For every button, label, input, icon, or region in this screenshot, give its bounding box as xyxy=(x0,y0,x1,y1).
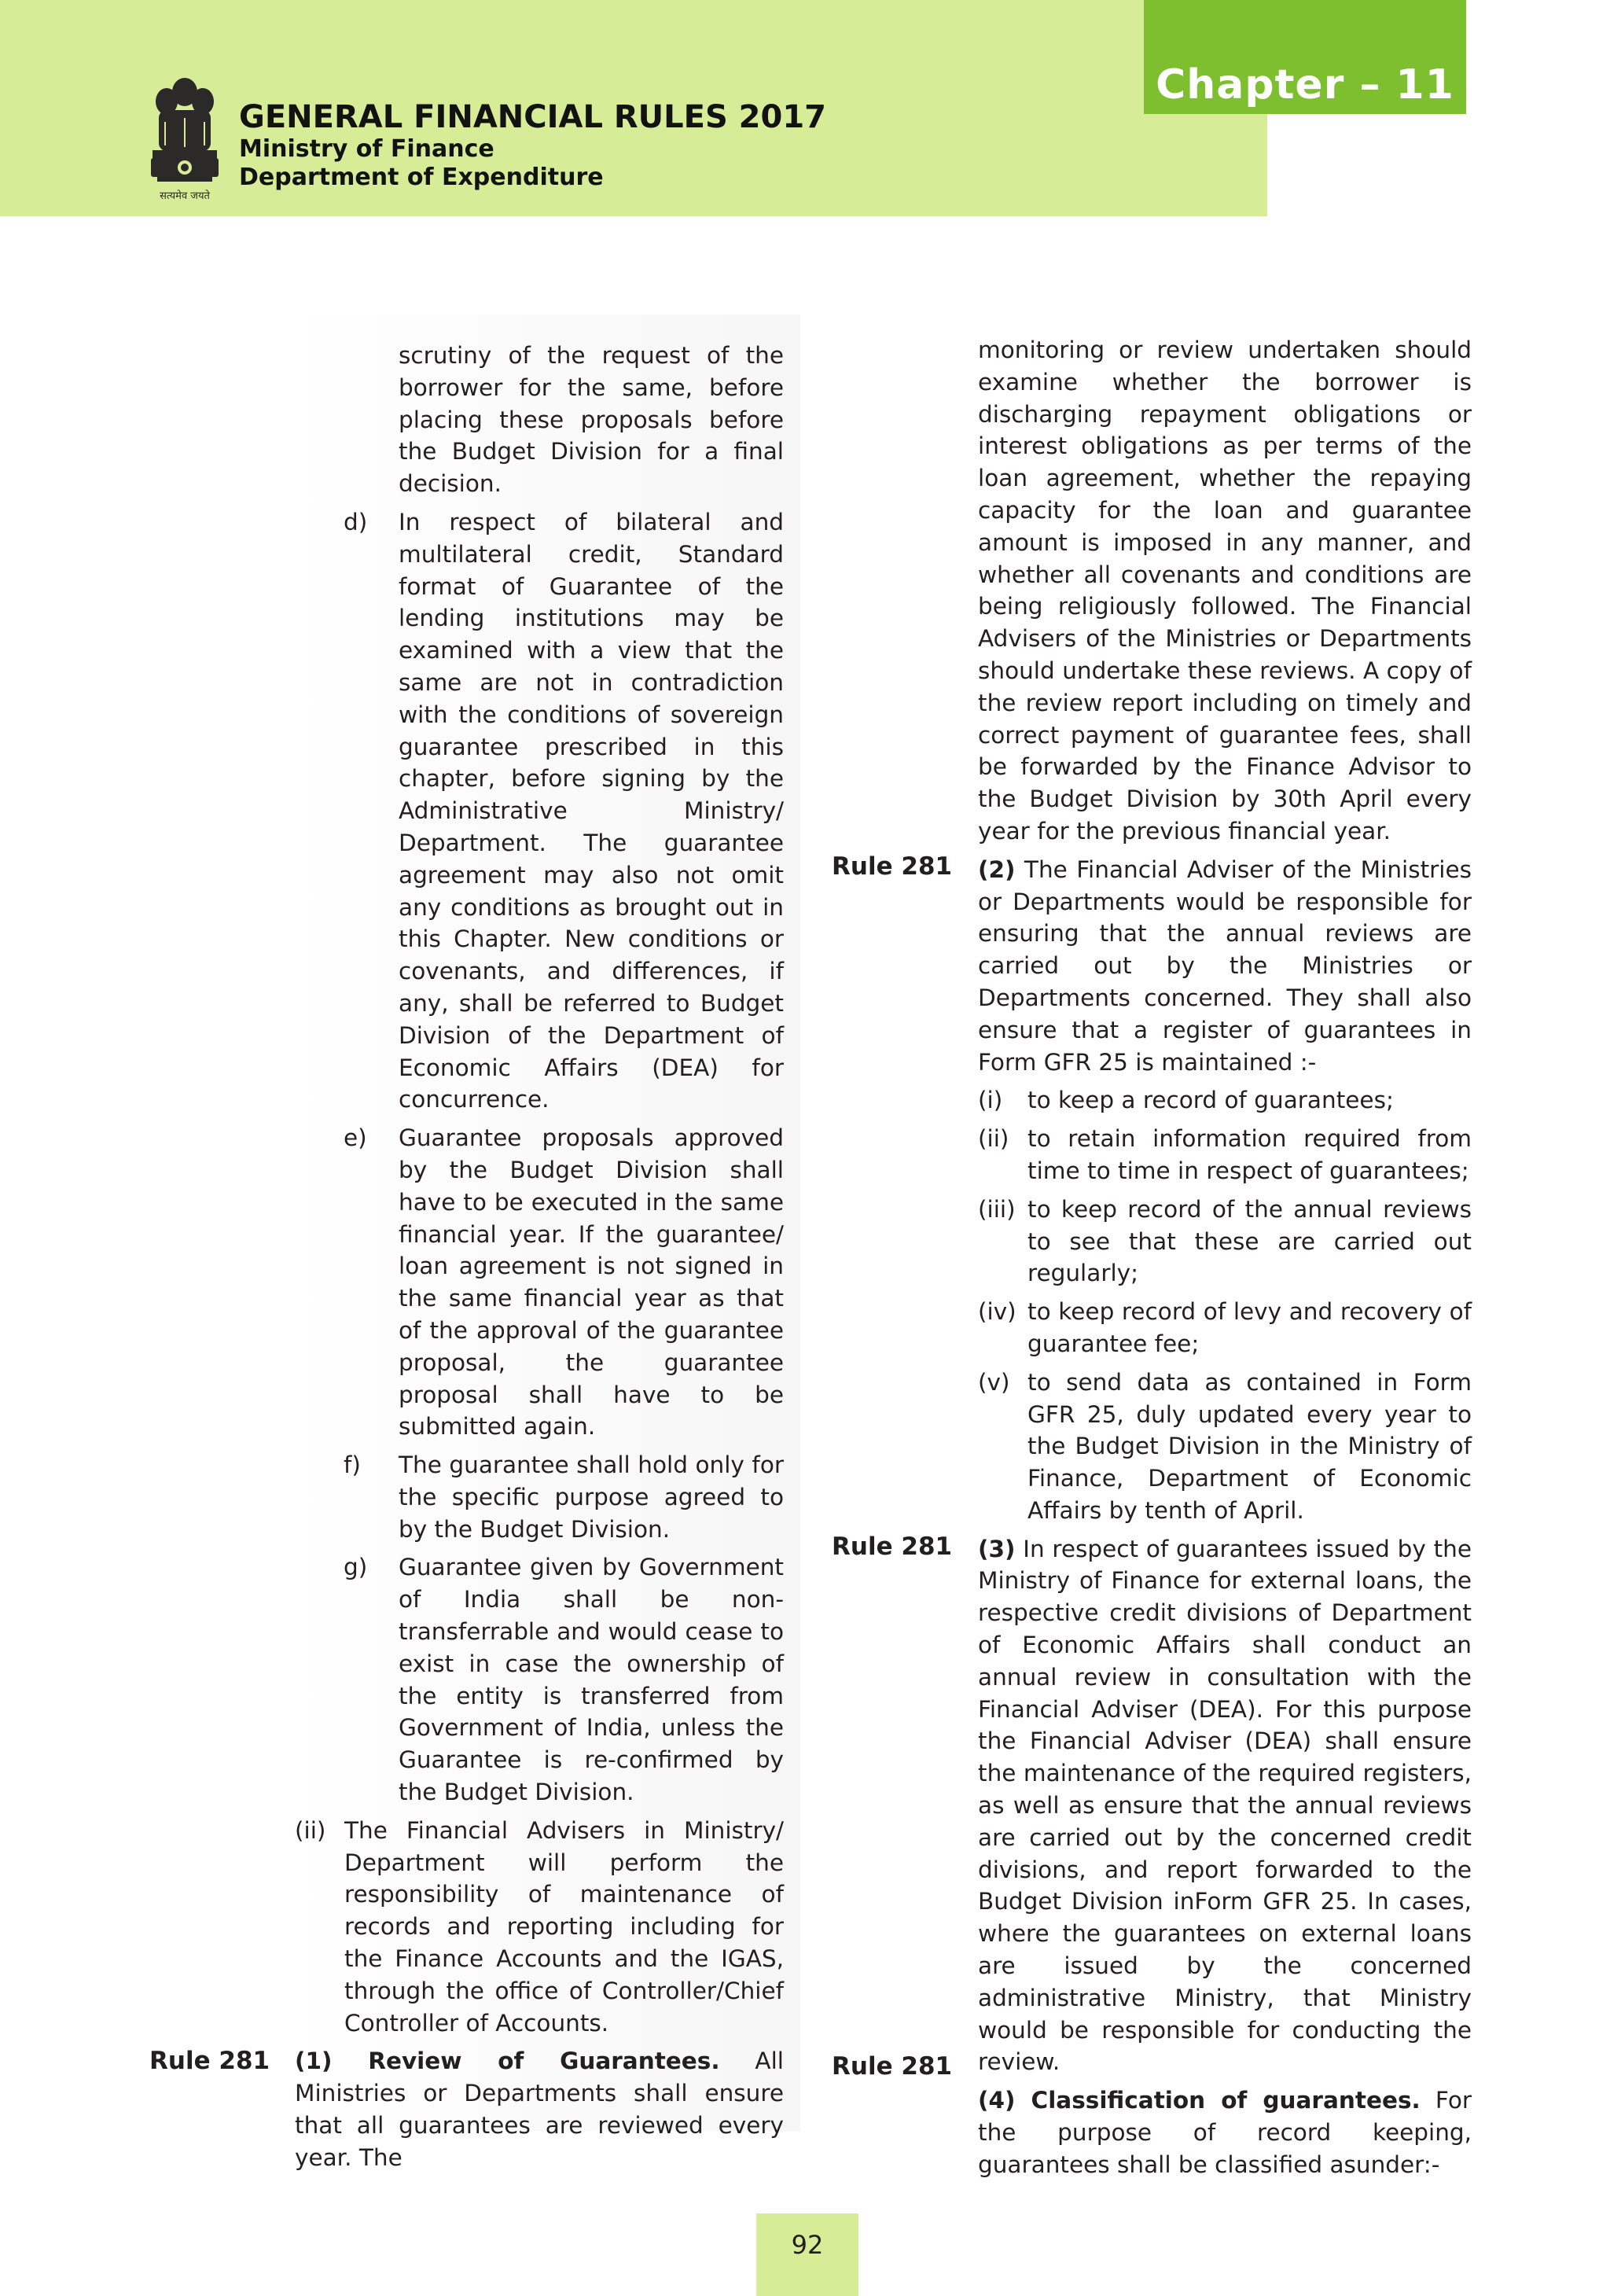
clause-marker: e) xyxy=(344,1124,367,1152)
rule-281-2 xyxy=(978,854,1472,1079)
clause-marker: (ii) xyxy=(295,1816,326,1844)
national-emblem-icon xyxy=(142,75,228,204)
rule-281-1 xyxy=(295,2045,784,2173)
rule-label: Rule 281 xyxy=(832,852,953,881)
list-marker: (i) xyxy=(978,1087,1003,1114)
list-marker: (v) xyxy=(978,1368,1010,1396)
clause-g xyxy=(295,1551,784,1808)
list-text: to retain information required from time to time in respect of guarantees; xyxy=(1027,1125,1472,1184)
list-marker: (ii) xyxy=(978,1125,1009,1153)
rule-1-continuation: monitoring or review undertaken should examine whether the borrower is discharging repayment obligations or interest obligations as per terms of the loan agreement, whether the repaying capacity for the loan and guarantee amount is imposed in any manner, and whether all covenants and conditions are being religiously followed. The Financial Advisers of the Ministries or Departments should undertake these reviews. A copy of the review report including on timely and correct payment of guarantee fees, shall be forwarded by the Finance Advisor to the Budget Division by 30th April every year for the previous financial year. xyxy=(978,337,1472,844)
rule-number: (2) xyxy=(978,855,1016,883)
rule-heading: (4) Classification of guarantees. xyxy=(978,2087,1421,2114)
clause-f xyxy=(295,1449,784,1545)
rule-text: For the purpose of record keeping, guarantees shall be classified asunder:- xyxy=(978,2087,1472,2178)
page-number: 92 xyxy=(756,2213,858,2296)
list-item xyxy=(978,1367,1472,1527)
rule-281-3 xyxy=(978,1533,1472,2079)
register-purposes-list xyxy=(978,1084,1472,1526)
rule-text: The Financial Adviser of the Ministries or Departments would be responsible for ensuring that the annual reviews are carried out by the Ministries or Departments concerned. They shall also ensure that a register of guarantees in Form GFR 25 is maintained :- xyxy=(978,855,1472,1076)
clause-text: Guarantee proposals approved by the Budget Division shall have to be executed in the same financial year. If the guarantee/ loan agreement is not signed in the same financial year as that of the approval of the guarantee proposal, the guarantee proposal shall have to be submitted again. xyxy=(399,1124,784,1441)
list-item xyxy=(978,1194,1472,1290)
list-item xyxy=(978,1296,1472,1360)
clause-c-continuation: scrutiny of the request of the borrower for the same, before placing these proposals before the Budget Division for a final decision. xyxy=(399,342,784,498)
header-text xyxy=(239,99,826,192)
rule-text: In respect of guarantees issued by the Ministry of Finance for external loans, the respective credit divisions of Department of Economic Affairs shall conduct an annual review in consultation with the Financial Adviser (DEA). For this purpose the Financial Adviser (DEA) shall ensure the maintenance of the required registers, as well as ensure that the annual reviews are carried out by the concerned credit divisions, and report forwarded to the Budget Division inForm GFR 25. In cases, where the guarantees on external loans are issued by the concerned administrative Ministry, that Ministry would be responsible for conducting the review. xyxy=(978,1535,1472,2076)
clause-marker: d) xyxy=(344,508,368,535)
list-item xyxy=(978,1084,1472,1117)
list-text: to send data as contained in Form GFR 25, duly updated every year to the Budget Division in the Ministry of Finance, Department of Economic Affairs by tenth of April. xyxy=(1027,1368,1472,1524)
rule-label: Rule 281 xyxy=(149,2047,270,2075)
clause-d xyxy=(295,506,784,1116)
clause-marker: f) xyxy=(344,1452,361,1479)
ministry-name: Ministry of Finance xyxy=(239,135,494,163)
right-column xyxy=(978,334,1472,2181)
left-column xyxy=(295,340,784,2174)
list-text: to keep record of levy and recovery of guarantee fee; xyxy=(1027,1298,1472,1357)
emblem-motto: सत्यमेव जयते xyxy=(160,190,210,202)
chapter-tab: Chapter – 11 xyxy=(1144,0,1466,114)
document-title: GENERAL FINANCIAL RULES 2017 xyxy=(239,99,827,135)
rule-number: (3) xyxy=(978,1535,1016,1562)
rule-281-4 xyxy=(978,2084,1472,2180)
clause-text: The guarantee shall hold only for the specific purpose agreed to by the Budget Division. xyxy=(399,1452,784,1543)
list-text: to keep record of the annual reviews to see that these are carried out regularly; xyxy=(1027,1195,1472,1287)
clause-ii xyxy=(295,1815,784,2040)
list-item xyxy=(978,1123,1472,1187)
rule-heading: (1) Review of Guarantees. xyxy=(295,2048,720,2075)
rule-label: Rule 281 xyxy=(832,2052,953,2081)
rule-text: All Ministries or Departments shall ensure that all guarantees are reviewed every year. The xyxy=(295,2048,784,2171)
clause-text: Guarantee given by Government of India shall be non-transferrable and would cease to exist in case the ownership of the entity is transferred from Government of India, unless the Guarantee is re-confirmed by the Budget Division. xyxy=(399,1554,784,1806)
list-marker: (iii) xyxy=(978,1195,1016,1223)
clause-e xyxy=(295,1122,784,1443)
department-name: Department of Expenditure xyxy=(239,164,604,191)
clause-marker: g) xyxy=(344,1554,368,1581)
clause-text: The Financial Advisers in Ministry/ Department will perform the responsibility of maintenance of records and reporting including for the Finance Accounts and the IGAS, through the office of Controller/Chief Controller of Accounts. xyxy=(344,1816,784,2037)
rule-label: Rule 281 xyxy=(832,1533,953,1561)
list-marker: (iv) xyxy=(978,1298,1016,1326)
list-text: to keep a record of guarantees; xyxy=(1027,1087,1394,1114)
clause-text: In respect of bilateral and multilateral credit, Standard format of Guarantee of the lending institutions may be examined with a view that the same are not in contradiction with the conditions of sovereign guarantee prescribed in this chapter, before signing by the Administrative Ministry/ Department. The guarantee agreement may also not omit any conditions as brought out in this Chapter. New conditions or covenants, and differences, if any, shall be referred to Budget Division of the Department of Economic Affairs (DEA) for concurrence. xyxy=(399,508,784,1113)
